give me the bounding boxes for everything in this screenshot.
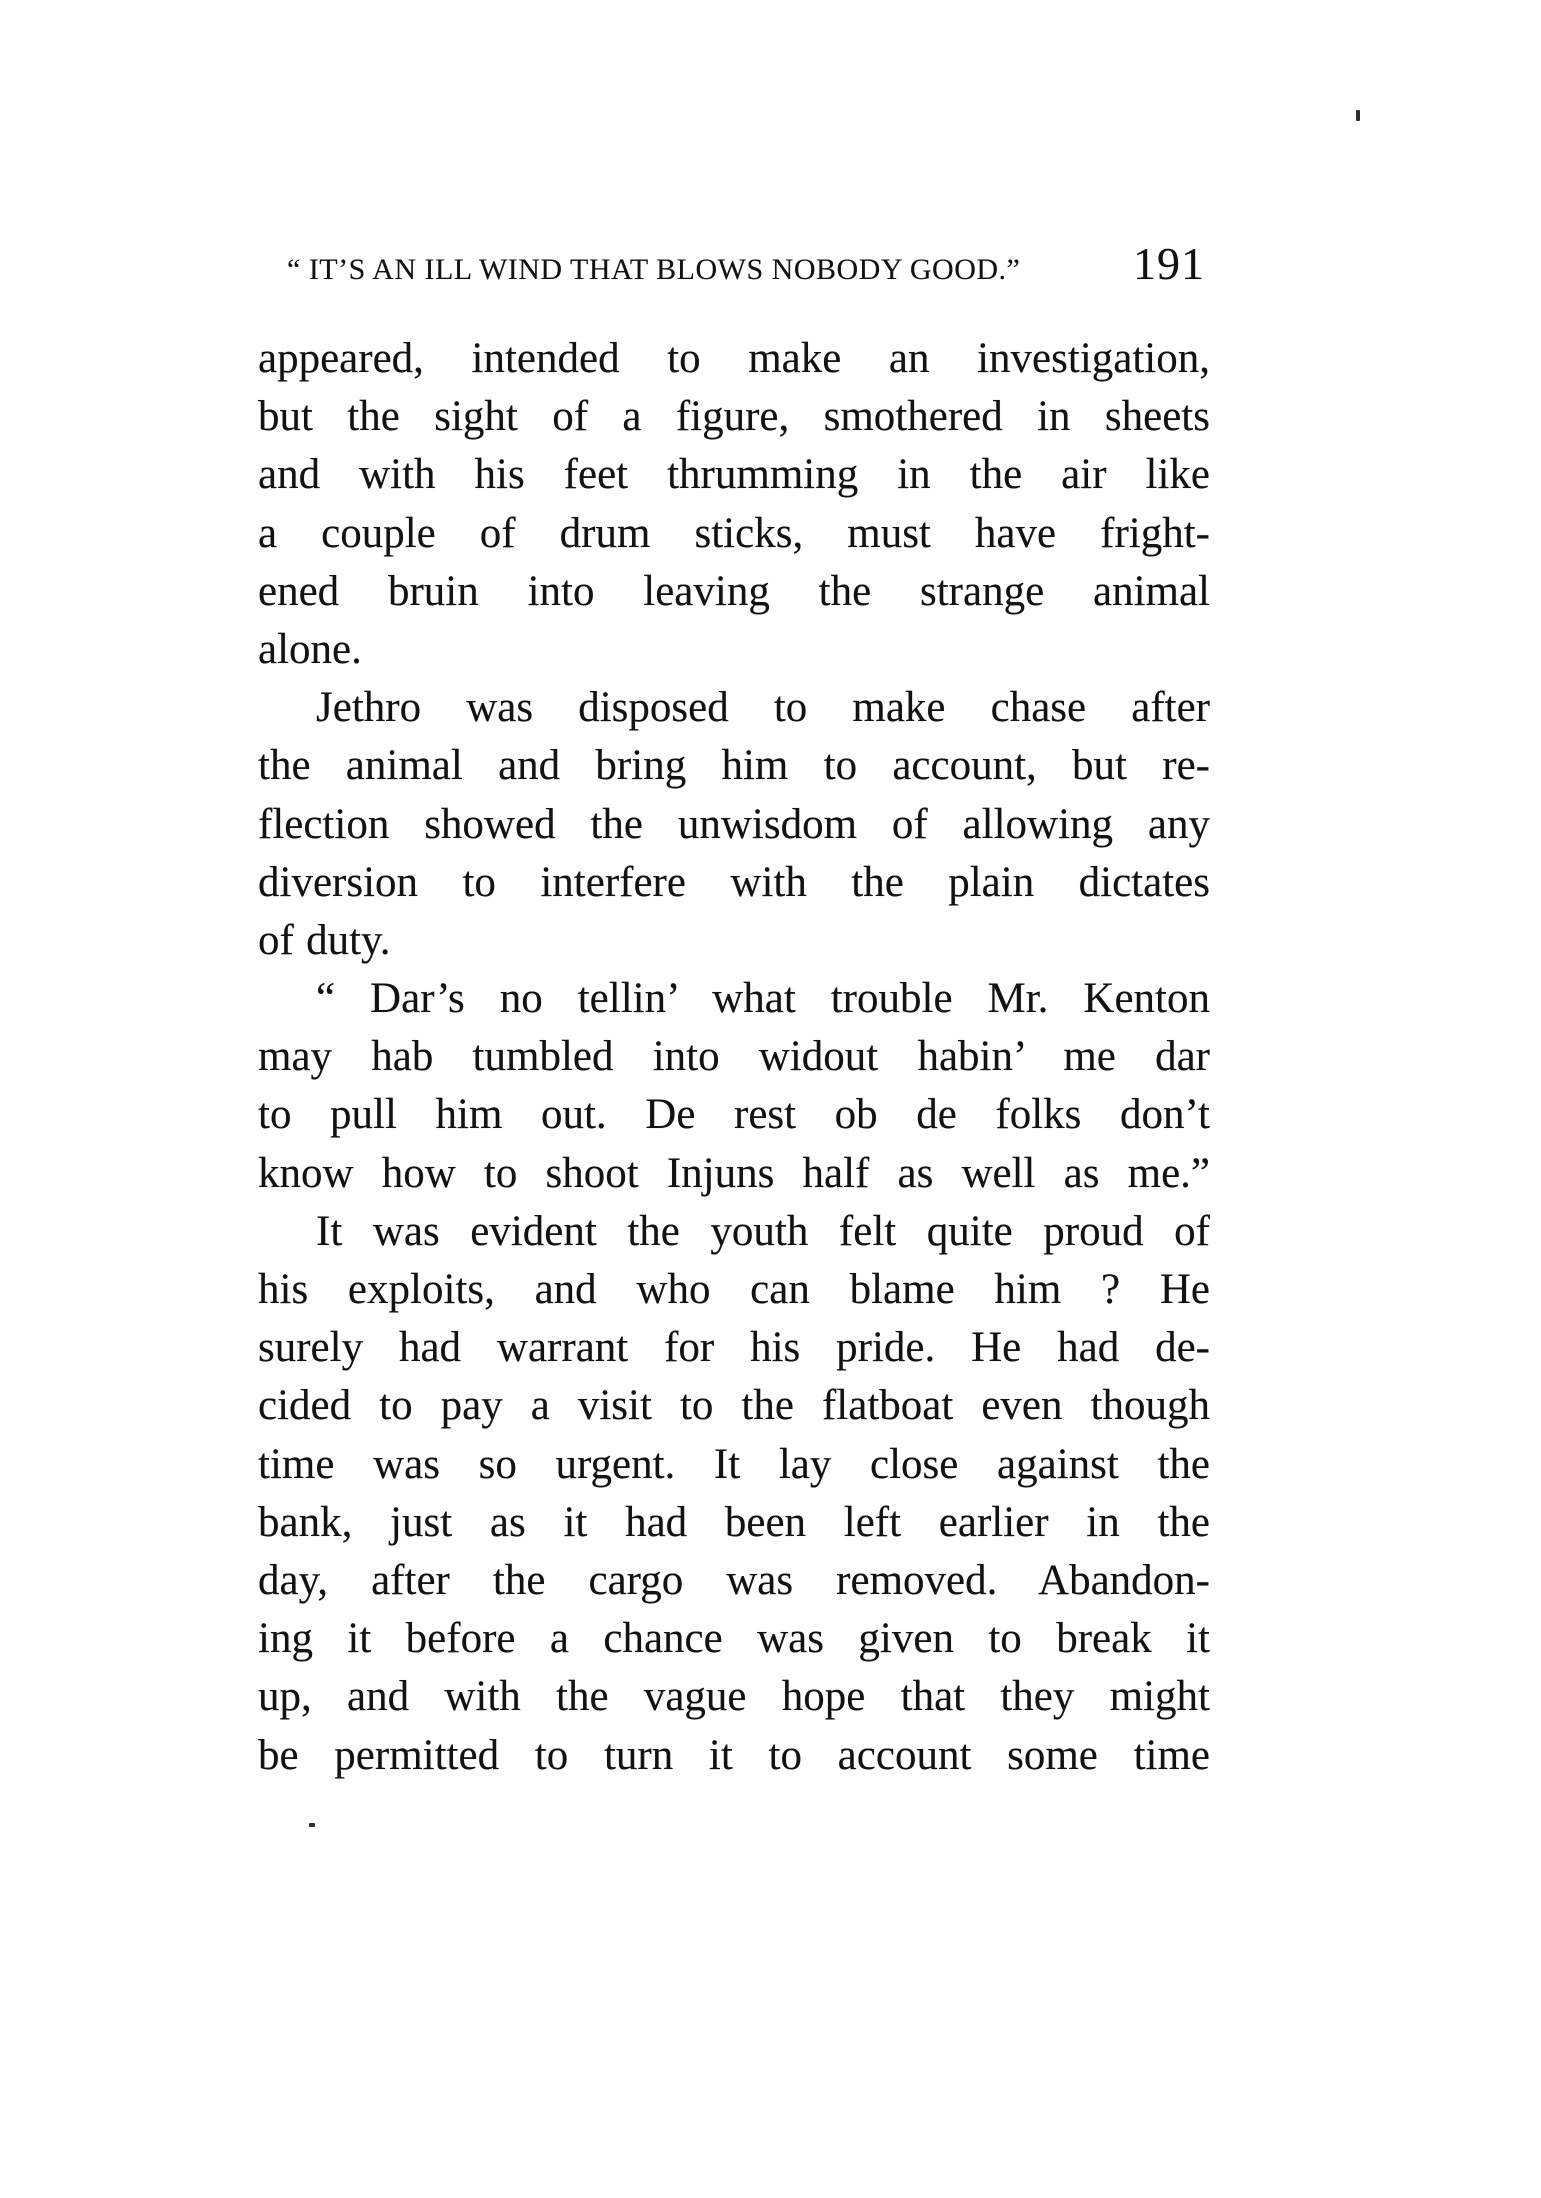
running-head (287, 237, 1205, 290)
text-line: ened bruin into leaving the strange animal (258, 567, 1210, 615)
text-line: be permitted to turn it to account some time (258, 1731, 1210, 1779)
text-line: Jethro was disposed to make chase after (316, 684, 1210, 732)
text-line: bank, just as it had been left earlier in the (258, 1498, 1210, 1546)
paragraph (258, 1203, 1210, 1785)
text-line: It was evident the youth felt quite proud of (316, 1207, 1210, 1255)
text-line: a couple of drum sticks, must have fright- (258, 509, 1210, 557)
text-line: diversion to interfere with the plain dictates (258, 858, 1210, 906)
text-line: to pull him out. De rest ob de folks don’t (258, 1091, 1210, 1139)
paragraph (258, 679, 1210, 970)
paragraph (258, 330, 1210, 679)
text-line: know how to shoot Injuns half as well as me.” (258, 1149, 1210, 1197)
text-line: the animal and bring him to account, but re- (258, 742, 1210, 790)
text-line: day, after the cargo was removed. Abandon- (258, 1556, 1210, 1604)
text-line: appeared, intended to make an investigation, (258, 335, 1210, 382)
text-line: his exploits, and who can blame him ? He (258, 1266, 1210, 1313)
text-line: surely had warrant for his pride. He had de- (258, 1324, 1210, 1372)
text-line: “ Dar’s no tellin’ what trouble Mr. Kenton (316, 975, 1210, 1023)
text-line: of duty. (258, 916, 391, 964)
scan-artifact-dot (1356, 110, 1360, 121)
text-line: time was so urgent. It lay close against the (258, 1440, 1210, 1488)
running-head-title: “ IT’S AN ILL WIND THAT BLOWS NOBODY GOOD.” (287, 253, 1021, 286)
paragraph (258, 970, 1210, 1203)
text-line: cided to pay a visit to the flatboat even though (258, 1382, 1210, 1430)
text-line: may hab tumbled into widout habin’ me dar (258, 1033, 1210, 1081)
scan-artifact-dot (309, 1823, 315, 1827)
text-line: and with his feet thrumming in the air like (258, 451, 1210, 499)
text-line: alone. (258, 625, 362, 673)
page-number: 191 (1133, 238, 1205, 289)
text-line: but the sight of a figure, smothered in sheets (258, 393, 1210, 441)
text-line: flection showed the unwisdom of allowing any (258, 800, 1210, 848)
text-line: up, and with the vague hope that they might (258, 1673, 1210, 1721)
page-text (258, 330, 1210, 1785)
text-line: ing it before a chance was given to break it (258, 1615, 1210, 1663)
